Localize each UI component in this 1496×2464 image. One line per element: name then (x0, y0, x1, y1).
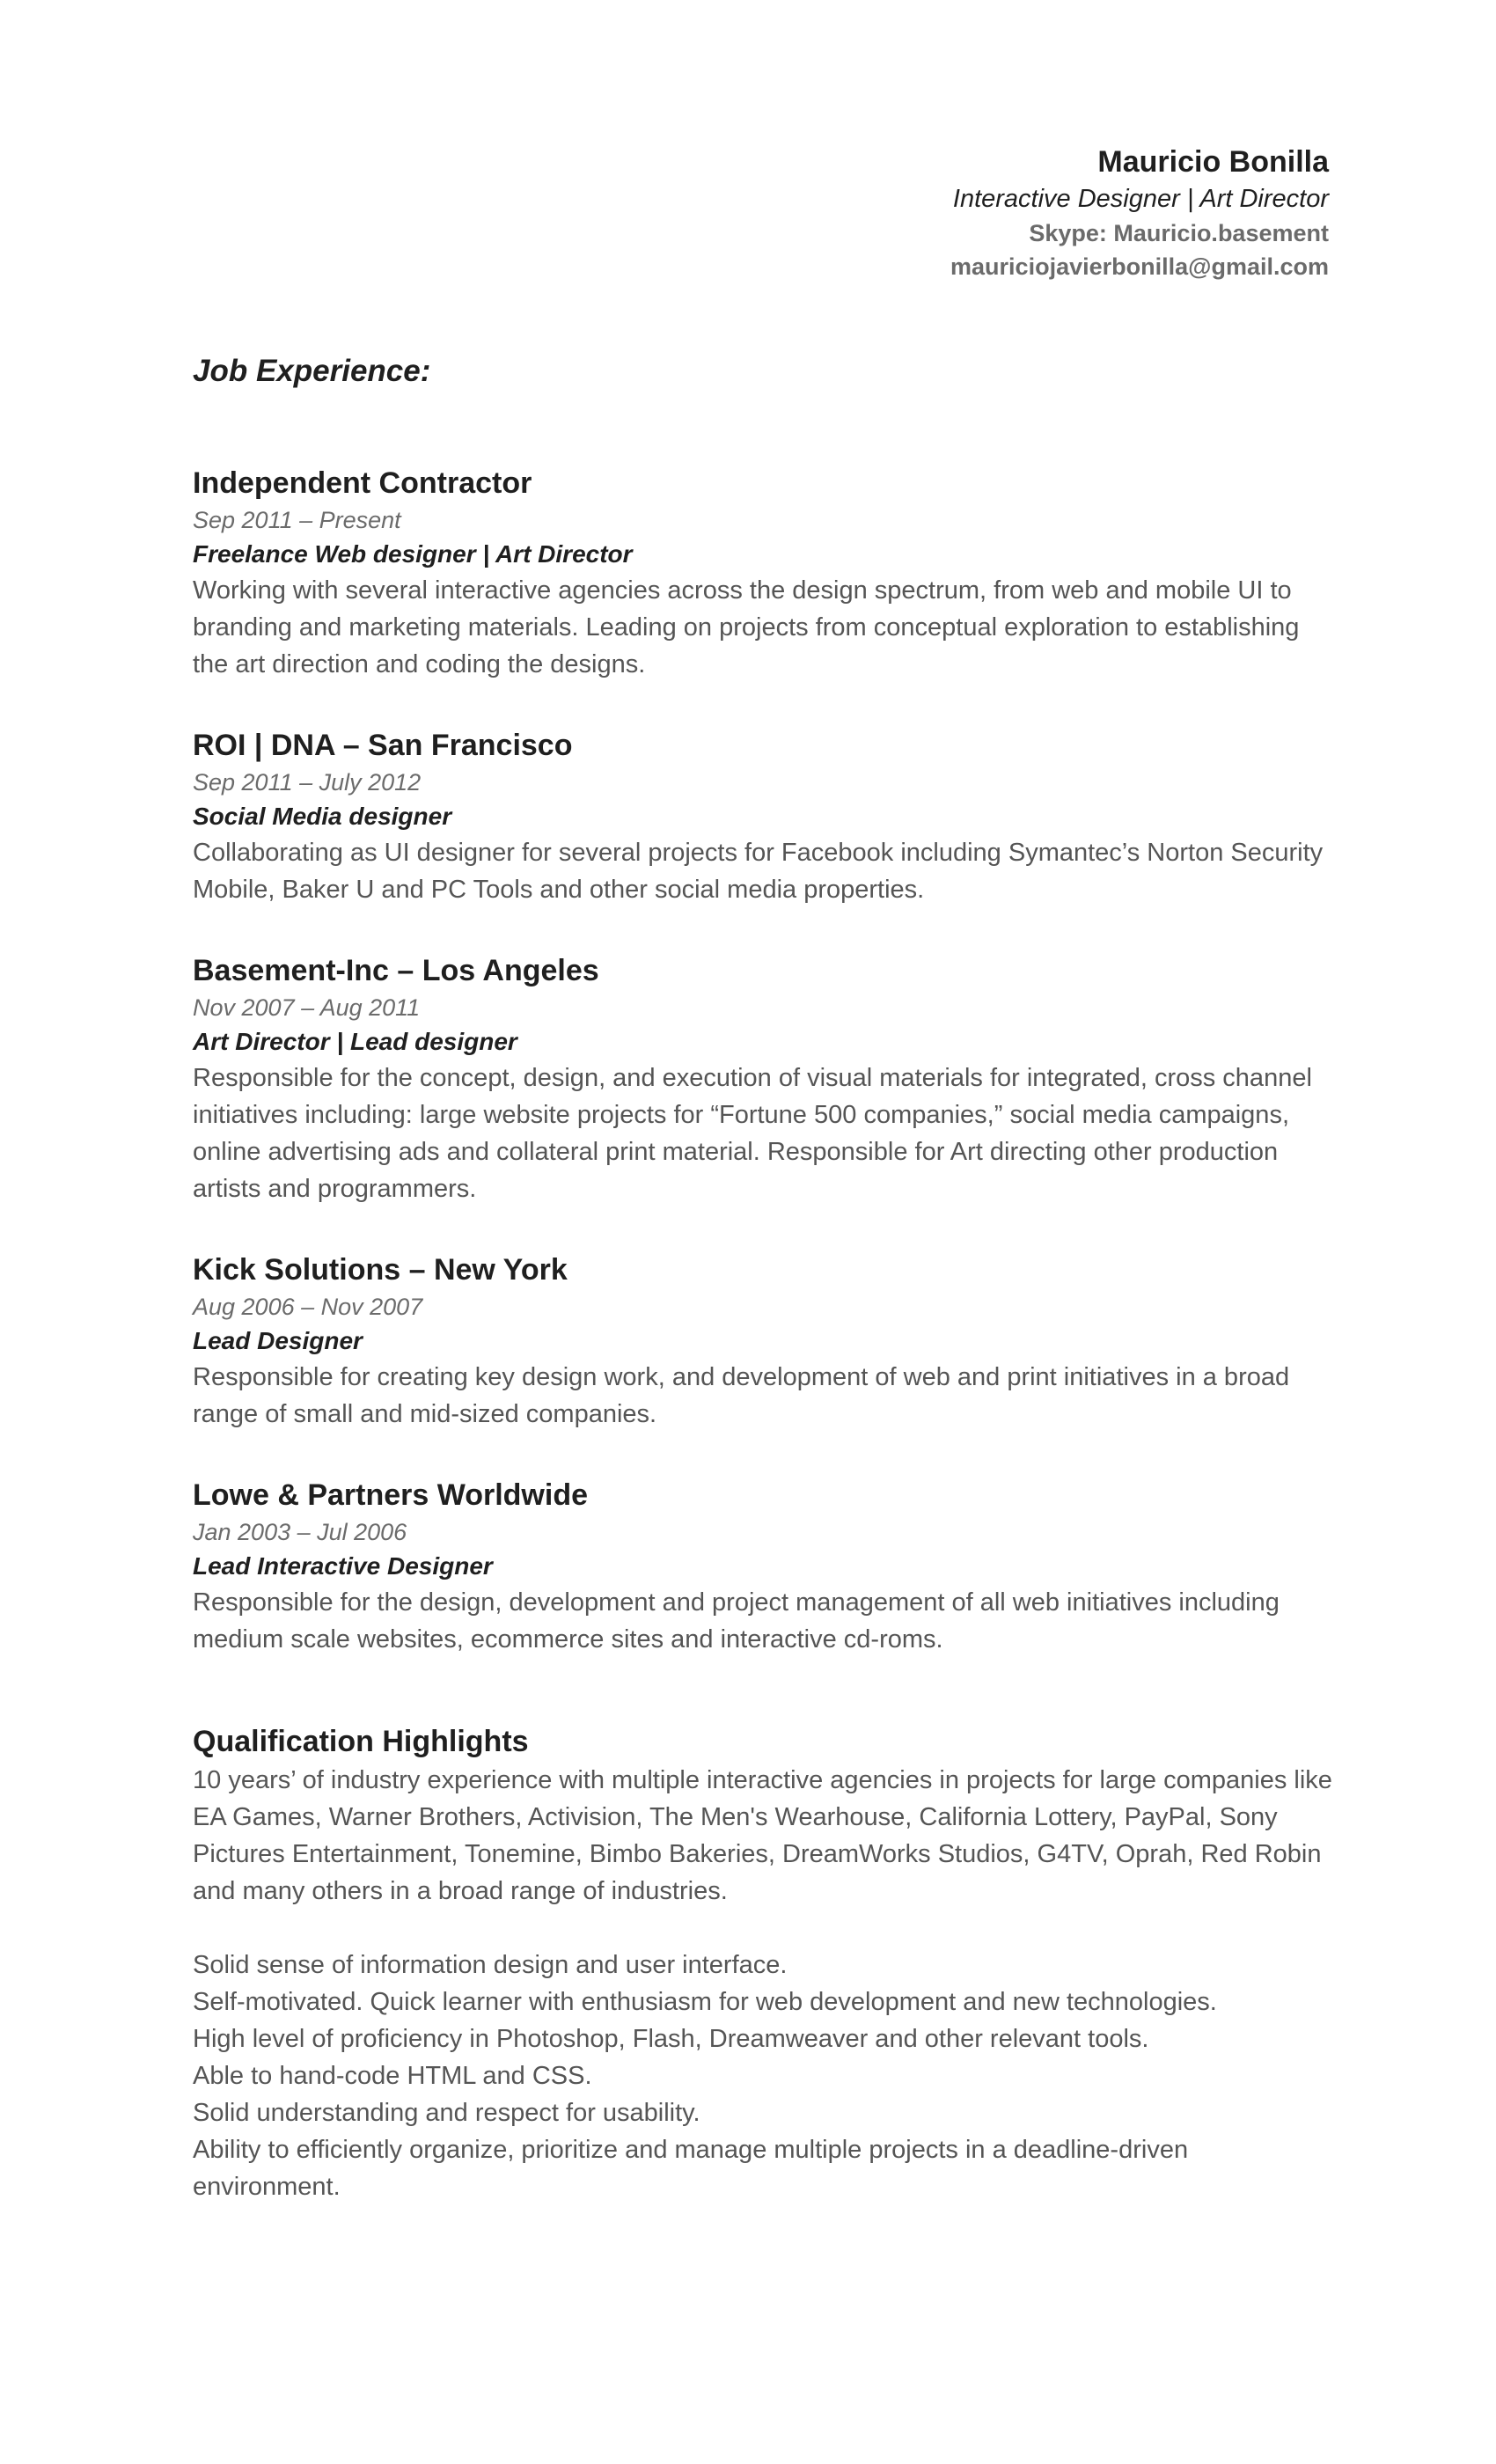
job-title: Lead Designer (193, 1327, 363, 1354)
qualification-item: High level of proficiency in Photoshop, Flash, Dreamweaver and other relevant tools. (193, 2025, 1149, 2053)
job-dates: Jan 2003 – Jul 2006 (193, 1519, 407, 1545)
job-entry (193, 1475, 1337, 1658)
job-company: Basement-Inc – Los Angeles (193, 954, 599, 987)
qualification-summary: 10 years’ of industry experience with multiple interactive agencies in projects for large companies like EA Games, Warner Brothers, Activision, The Men's Wearhouse, California Lottery, PayPal, Sony Pictures Entertainment, Tonemine, Bimbo Bakeries, DreamWorks Studios, G4TV, Oprah, Red Robin and many others in a broad range of industries. (193, 1766, 1332, 1905)
job-dates: Aug 2006 – Nov 2007 (193, 1294, 423, 1320)
job-company: Independent Contractor (193, 466, 532, 500)
qualification-heading: Qualification Highlights (193, 1725, 529, 1758)
job-dates: Nov 2007 – Aug 2011 (193, 994, 421, 1021)
candidate-name: Mauricio Bonilla (1097, 145, 1329, 179)
job-description: Responsible for the design, development and project management of all web initiatives including medium scale websites, ecommerce sites and interactive cd-roms. (193, 1588, 1280, 1654)
resume-header (537, 143, 1329, 283)
qualification-item: Solid understanding and respect for usability. (193, 2099, 700, 2127)
job-title: Social Media designer (193, 803, 452, 830)
job-company: ROI | DNA – San Francisco (193, 729, 573, 762)
job-experience-heading: Job Experience: (193, 354, 431, 388)
job-company: Kick Solutions – New York (193, 1253, 568, 1287)
job-entry (193, 725, 1337, 908)
candidate-role: Interactive Designer | Art Director (952, 185, 1329, 213)
qualification-item: Ability to efficiently organize, prioritize and manage multiple projects in a deadline-driven environment. (193, 2136, 1189, 2201)
job-title: Lead Interactive Designer (193, 1552, 493, 1580)
job-entry (193, 463, 1337, 683)
qualification-item: Solid sense of information design and user interface. (193, 1951, 788, 1979)
skype-contact: Skype: Mauricio.basement (1029, 220, 1329, 246)
job-entry (193, 1250, 1337, 1433)
job-description: Collaborating as UI designer for several projects for Facebook including Symantec’s Norton Security Mobile, Baker U and PC Tools and other social media properties. (193, 839, 1324, 904)
resume-body (193, 350, 1337, 2205)
job-title: Art Director | Lead designer (193, 1028, 517, 1055)
job-dates: Sep 2011 – July 2012 (193, 769, 422, 796)
email-contact: mauriciojavierbonilla@gmail.com (950, 253, 1329, 280)
qualification-list (193, 1947, 1337, 2205)
qualification-section (193, 1721, 1337, 2205)
qualification-item: Able to hand-code HTML and CSS. (193, 2062, 592, 2090)
job-description: Working with several interactive agencies across the design spectrum, from web and mobile UI to branding and marketing materials. Leading on projects from conceptual exploration to establishing the art direction and coding the designs. (193, 576, 1300, 678)
job-company: Lowe & Partners Worldwide (193, 1478, 589, 1512)
job-dates: Sep 2011 – Present (193, 507, 401, 533)
job-description: Responsible for creating key design work, and development of web and print initiatives in a broad range of small and mid-sized companies. (193, 1363, 1290, 1428)
job-entry (193, 950, 1337, 1207)
job-description: Responsible for the concept, design, and execution of visual materials for integrated, cross channel initiatives including: large website projects for “Fortune 500 companies,” social media campaigns, online advertising ads and collateral print material. Responsible for Art directing other production artists and programmers. (193, 1064, 1312, 1203)
qualification-item: Self-motivated. Quick learner with enthusiasm for web development and new technologies. (193, 1988, 1217, 2016)
job-title: Freelance Web designer | Art Director (193, 540, 633, 568)
